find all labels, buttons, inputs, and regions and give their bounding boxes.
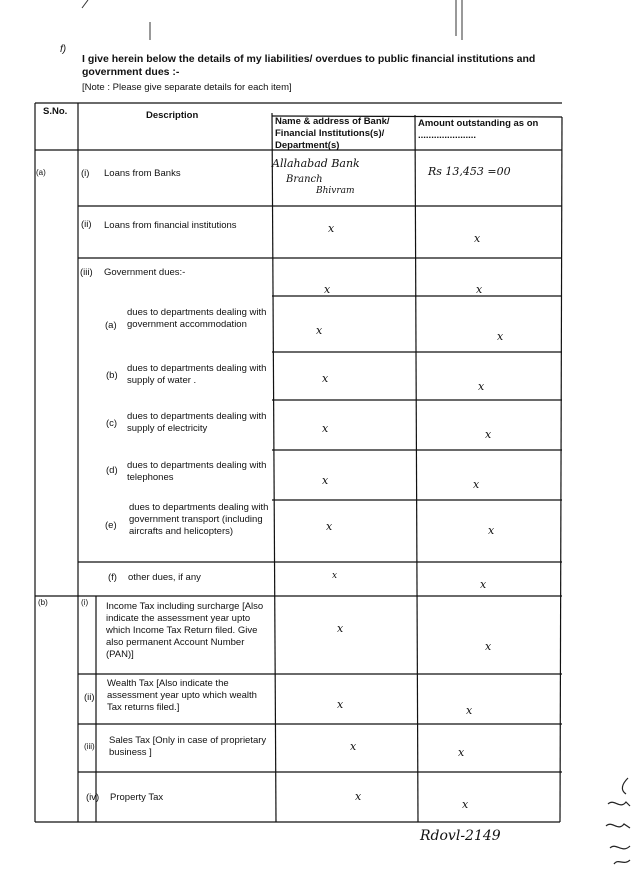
nil-mark: x (488, 524, 495, 537)
row-loans-financial: Loans from financial institutions (104, 220, 237, 231)
nil-mark: x (480, 578, 487, 591)
sub-label-e: (e) (105, 520, 117, 531)
nil-mark: x (337, 622, 344, 635)
nil-mark: x (316, 324, 323, 337)
row-wealth-tax: Wealth Tax [Also indicate the assessment year upto which wealth Tax returns filed.] (107, 678, 257, 713)
nil-mark: x (355, 790, 362, 803)
row-sales-tax: Sales Tax [Only in case of proprietary business ] (109, 735, 267, 758)
row-electricity: dues to departments dealing with supply of electricity (127, 411, 267, 434)
row-telephones: dues to departments dealing with telephones (127, 460, 267, 483)
handwritten-amount: Rs 13,453 =00 (428, 165, 511, 178)
sub-label-a: (a) (105, 320, 117, 331)
sub-label-b: (b) (106, 370, 118, 381)
row-other-dues: other dues, if any (128, 572, 201, 583)
nil-mark: x (485, 428, 492, 441)
instruction-note: [Note : Please give separate details for each item] (82, 82, 292, 93)
sub-label-f: (f) (108, 572, 117, 583)
sub-label-c: (c) (106, 418, 118, 429)
section-number: f) (60, 44, 67, 55)
row-accommodation: dues to departments dealing with government accommodation (127, 307, 267, 330)
signature: Rdovl-2149 (420, 828, 501, 844)
row-transport: dues to departments dealing with government transport (including aircrafts and helicopters) (129, 502, 269, 537)
nil-mark: x (466, 704, 473, 717)
row-label-iv: (iv) (86, 792, 100, 803)
row-label-ii: (ii) (81, 219, 92, 230)
header-description: Description (146, 110, 199, 121)
sub-label-d: (d) (106, 465, 118, 476)
row-label-i: (i) (81, 598, 89, 607)
row-label-ii: (ii) (84, 692, 95, 703)
nil-mark: x (332, 571, 338, 581)
nil-mark: x (485, 640, 492, 653)
scan-artifacts (0, 0, 632, 50)
row-label-iii: (iii) (80, 267, 93, 278)
row-label-i: (i) (81, 168, 90, 179)
nil-mark: x (497, 330, 504, 343)
group-label-a: (a) (36, 168, 46, 177)
nil-mark: x (474, 232, 481, 245)
handwritten-bank-name: Allahabad Bank (272, 157, 360, 170)
nil-mark: x (462, 798, 469, 811)
row-government-dues: Government dues:- (104, 267, 186, 278)
header-amount: Amount outstanding as on ...................... (418, 118, 539, 141)
row-loans-banks: Loans from Banks (104, 168, 181, 179)
header-name-address: Name & address of Bank/ Financial Institutions(s)/ Department(s) (275, 116, 390, 151)
row-income-tax: Income Tax including surcharge [Also indicate the assessment year upto which Income Tax Return filed. Give also permanent Account Number (PAN)] (106, 601, 264, 660)
nil-mark: x (324, 283, 331, 296)
nil-mark: x (337, 698, 344, 711)
group-label-b: (b) (38, 598, 48, 607)
margin-scribble-icon (600, 770, 632, 870)
nil-mark: x (458, 746, 465, 759)
handwritten-branch-place: Bhivram (316, 186, 355, 196)
nil-mark: x (476, 283, 483, 296)
row-label-iii: (iii) (84, 742, 95, 751)
nil-mark: x (478, 380, 485, 393)
nil-mark: x (322, 372, 329, 385)
intro-statement: I give herein below the details of my liabilities/ overdues to public financial institutions and government dues :- (82, 53, 536, 78)
row-water: dues to departments dealing with supply of water . (127, 363, 267, 386)
nil-mark: x (328, 222, 335, 235)
nil-mark: x (322, 422, 329, 435)
nil-mark: x (326, 520, 333, 533)
handwritten-branch: Branch (286, 174, 323, 185)
nil-mark: x (322, 474, 329, 487)
nil-mark: x (350, 740, 357, 753)
nil-mark: x (473, 478, 480, 491)
header-sno: S.No. (43, 106, 68, 117)
row-property-tax: Property Tax (110, 792, 164, 803)
